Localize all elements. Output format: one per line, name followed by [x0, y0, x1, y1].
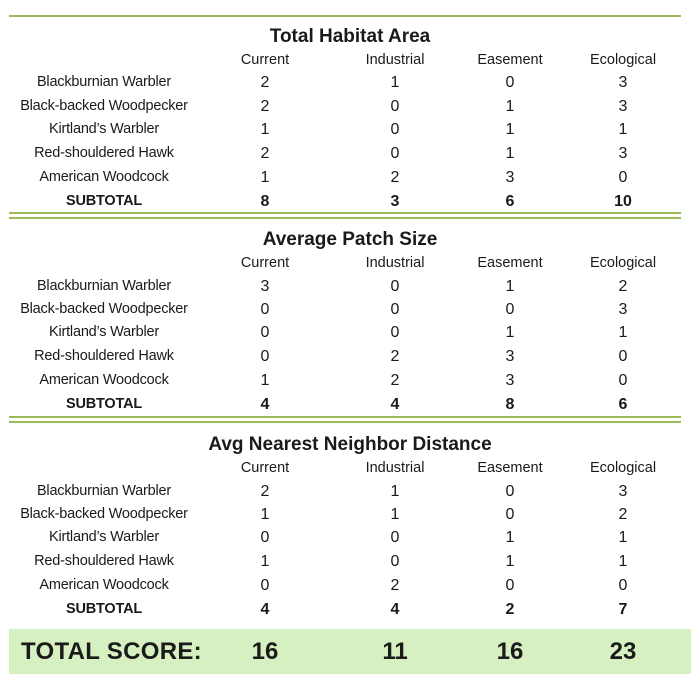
- value-cell: 2: [260, 74, 270, 91]
- value-cell: 1: [390, 483, 400, 500]
- row-label: Blackburnian Warbler: [36, 278, 172, 294]
- row-label: Red-shouldered Hawk: [34, 553, 174, 569]
- column-header-industrial: Industrial: [365, 255, 425, 271]
- value-cell: 1: [505, 278, 515, 295]
- value-cell: 3: [618, 145, 628, 162]
- value-cell: 2: [260, 483, 270, 500]
- total-score-easement: 16: [496, 638, 524, 665]
- value-cell: 2: [390, 577, 400, 594]
- column-header-current: Current: [240, 52, 290, 68]
- table-row: [0, 369, 700, 392]
- value-cell: 1: [390, 506, 400, 523]
- subtotal-cell: 4: [260, 396, 270, 413]
- value-cell: 1: [505, 324, 515, 341]
- table-row: [0, 480, 700, 503]
- subtotal-cell: 4: [390, 396, 400, 413]
- subtotal-cell: 10: [614, 193, 632, 210]
- row-label: Black-backed Woodpecker: [20, 301, 188, 317]
- column-header-easement: Easement: [477, 52, 543, 68]
- row-label: American Woodcock: [39, 169, 169, 185]
- value-cell: 1: [505, 145, 515, 162]
- value-cell: 1: [505, 98, 515, 115]
- table-row: [0, 550, 700, 573]
- row-label: American Woodcock: [39, 372, 169, 388]
- table-row: [0, 321, 700, 344]
- row-label: Kirtland’s Warbler: [48, 121, 160, 137]
- value-cell: 0: [260, 529, 270, 546]
- column-header-industrial: Industrial: [365, 460, 425, 476]
- value-cell: 2: [390, 348, 400, 365]
- row-label: American Woodcock: [39, 577, 169, 593]
- top-rule: [9, 15, 681, 17]
- value-cell: 1: [505, 553, 515, 570]
- value-cell: 0: [390, 278, 400, 295]
- value-cell: 1: [390, 74, 400, 91]
- value-cell: 0: [390, 145, 400, 162]
- column-header-ecological: Ecological: [589, 460, 657, 476]
- row-label: Black-backed Woodpecker: [20, 506, 188, 522]
- value-cell: 1: [505, 529, 515, 546]
- row-label: Red-shouldered Hawk: [34, 348, 174, 364]
- value-cell: 1: [260, 372, 270, 389]
- table-row: [0, 166, 700, 189]
- value-cell: 0: [260, 301, 270, 318]
- table-row: [0, 298, 700, 321]
- section-divider-rule: [9, 421, 681, 423]
- table-row: [0, 526, 700, 549]
- value-cell: 3: [505, 169, 515, 186]
- value-cell: 0: [390, 98, 400, 115]
- total-score-industrial: 11: [382, 638, 408, 665]
- section-title: Average Patch Size: [262, 229, 438, 250]
- section-divider-rule: [9, 416, 681, 418]
- value-cell: 0: [260, 324, 270, 341]
- column-header-current: Current: [240, 255, 290, 271]
- column-header-industrial: Industrial: [365, 52, 425, 68]
- value-cell: 2: [260, 98, 270, 115]
- value-cell: 3: [618, 98, 628, 115]
- value-cell: 0: [618, 577, 628, 594]
- value-cell: 1: [260, 169, 270, 186]
- value-cell: 0: [505, 506, 515, 523]
- row-label: Blackburnian Warbler: [36, 483, 172, 499]
- table-row: [0, 345, 700, 368]
- subtotal-row: [0, 598, 700, 621]
- value-cell: 3: [618, 74, 628, 91]
- column-header-easement: Easement: [477, 460, 543, 476]
- subtotal-row: [0, 393, 700, 416]
- section-title: Total Habitat Area: [269, 26, 431, 47]
- value-cell: 3: [618, 301, 628, 318]
- column-header-ecological: Ecological: [589, 52, 657, 68]
- total-score-label: TOTAL SCORE:: [21, 638, 202, 665]
- value-cell: 0: [505, 577, 515, 594]
- table-row: [0, 118, 700, 141]
- value-cell: 3: [618, 483, 628, 500]
- subtotal-label: SUBTOTAL: [66, 193, 142, 209]
- value-cell: 1: [618, 529, 628, 546]
- column-header-ecological: Ecological: [589, 255, 657, 271]
- subtotal-cell: 4: [260, 601, 270, 618]
- section-divider-rule: [9, 217, 681, 219]
- subtotal-label: SUBTOTAL: [66, 601, 142, 617]
- subtotal-cell: 7: [618, 601, 628, 618]
- value-cell: 0: [505, 74, 515, 91]
- value-cell: 0: [505, 483, 515, 500]
- value-cell: 0: [390, 121, 400, 138]
- section-title: Avg Nearest Neighbor Distance: [208, 434, 492, 455]
- value-cell: 0: [260, 577, 270, 594]
- value-cell: 2: [390, 169, 400, 186]
- value-cell: 3: [505, 372, 515, 389]
- row-label: Kirtland’s Warbler: [48, 529, 160, 545]
- row-label: Blackburnian Warbler: [36, 74, 172, 90]
- value-cell: 0: [505, 301, 515, 318]
- value-cell: 0: [390, 529, 400, 546]
- value-cell: 2: [260, 145, 270, 162]
- value-cell: 2: [618, 278, 628, 295]
- value-cell: 0: [618, 169, 628, 186]
- value-cell: 3: [505, 348, 515, 365]
- value-cell: 1: [618, 121, 628, 138]
- subtotal-cell: 6: [505, 193, 515, 210]
- column-header-current: Current: [240, 460, 290, 476]
- table-row: [0, 574, 700, 597]
- subtotal-cell: 6: [618, 396, 628, 413]
- value-cell: 3: [260, 278, 270, 295]
- value-cell: 1: [260, 506, 270, 523]
- subtotal-label: SUBTOTAL: [66, 396, 142, 412]
- total-score-ecological: 23: [609, 638, 637, 665]
- value-cell: 1: [618, 324, 628, 341]
- value-cell: 1: [260, 121, 270, 138]
- table-row: [0, 503, 700, 526]
- value-cell: 1: [260, 553, 270, 570]
- subtotal-row: [0, 190, 700, 213]
- table-row: [0, 142, 700, 165]
- total-score-row: [9, 629, 691, 674]
- value-cell: 0: [390, 324, 400, 341]
- row-label: Red-shouldered Hawk: [34, 145, 174, 161]
- subtotal-cell: 8: [505, 396, 515, 413]
- row-label: Black-backed Woodpecker: [20, 98, 188, 114]
- column-header-easement: Easement: [477, 255, 543, 271]
- subtotal-cell: 2: [505, 601, 515, 618]
- value-cell: 2: [390, 372, 400, 389]
- value-cell: 0: [260, 348, 270, 365]
- value-cell: 0: [618, 348, 628, 365]
- value-cell: 0: [618, 372, 628, 389]
- table-row: [0, 95, 700, 118]
- value-cell: 1: [505, 121, 515, 138]
- table-row: [0, 71, 700, 94]
- subtotal-cell: 8: [260, 193, 270, 210]
- table-row: [0, 275, 700, 298]
- value-cell: 2: [618, 506, 628, 523]
- subtotal-cell: 3: [390, 193, 400, 210]
- value-cell: 0: [390, 553, 400, 570]
- subtotal-cell: 4: [390, 601, 400, 618]
- value-cell: 1: [618, 553, 628, 570]
- row-label: Kirtland’s Warbler: [48, 324, 160, 340]
- total-score-current: 16: [251, 638, 279, 665]
- value-cell: 0: [390, 301, 400, 318]
